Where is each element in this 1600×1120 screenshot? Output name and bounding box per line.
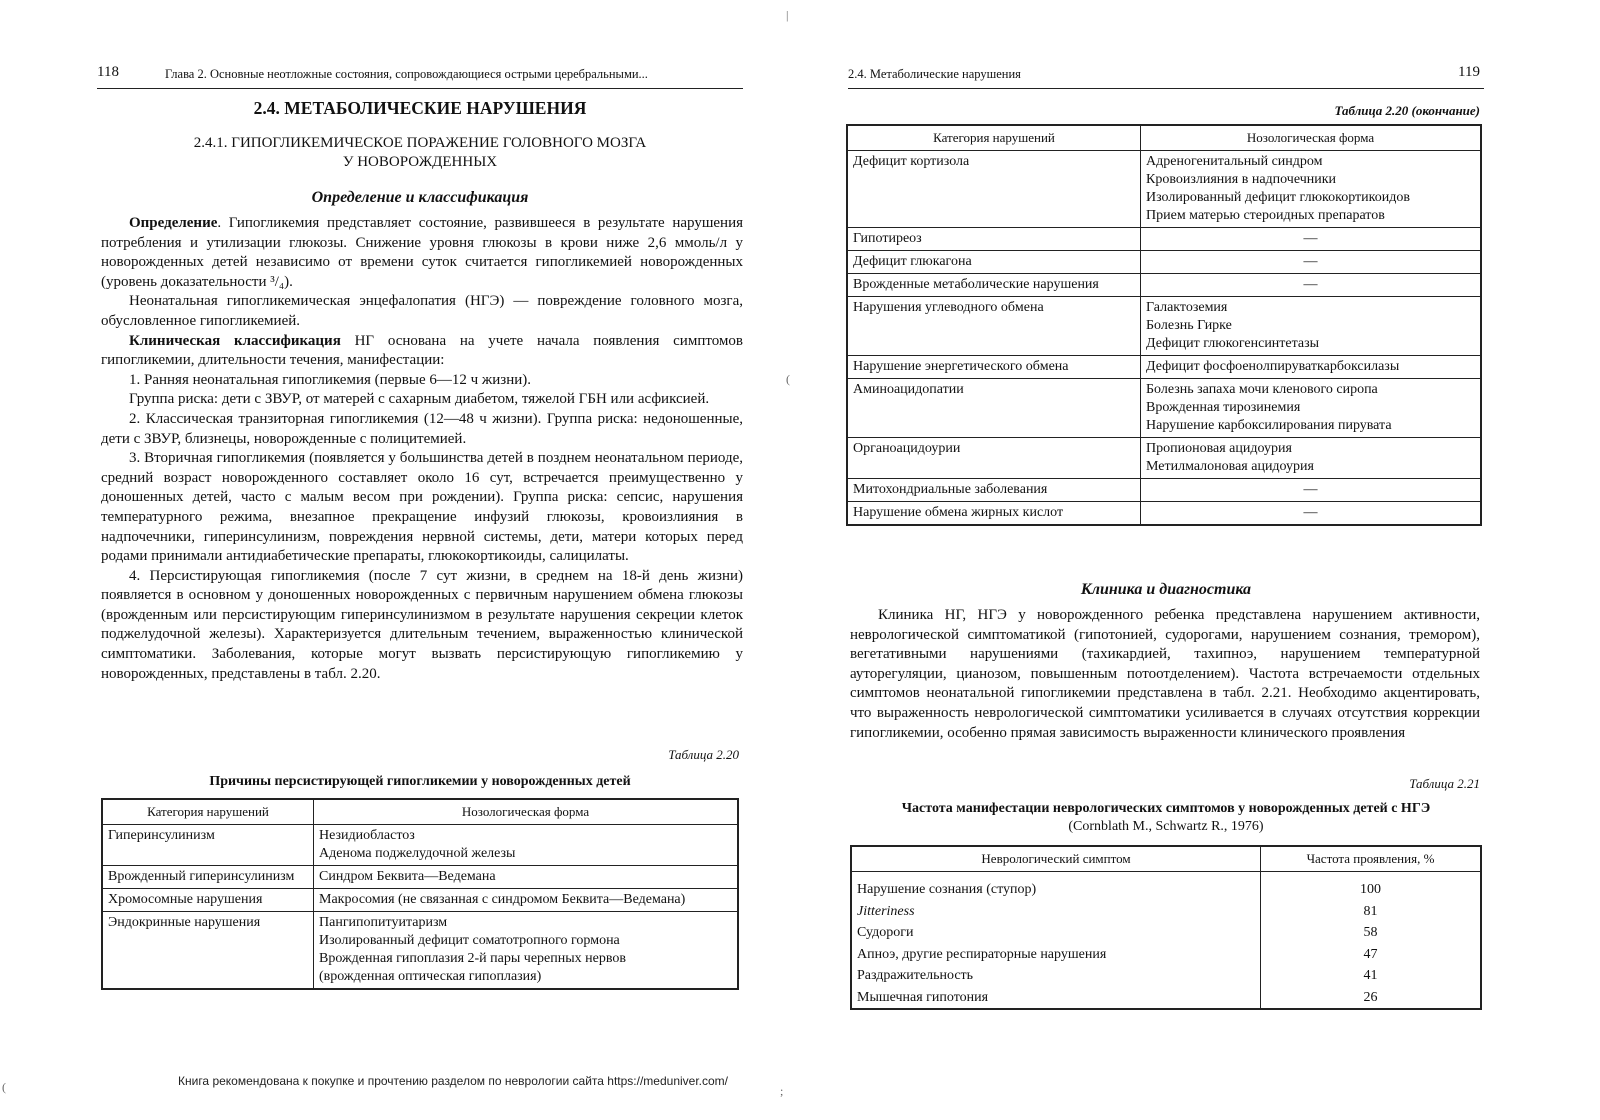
form-line: — bbox=[1303, 231, 1318, 246]
frequency-cell: 47 bbox=[1261, 944, 1482, 966]
table-cell-category: Дефицит глюкагона bbox=[847, 251, 1141, 274]
form-line: Пангипопитуитаризм bbox=[319, 915, 448, 930]
table-2-20 bbox=[101, 798, 739, 990]
table-cell-form bbox=[1141, 251, 1482, 274]
table-row bbox=[102, 912, 738, 990]
form-line: Синдром Беквита—Ведемана bbox=[319, 869, 496, 884]
table-row bbox=[847, 479, 1481, 502]
footer-note: Книга рекомендована к покупке и прочтению разделом по неврологии сайта https://meduniver.com/ bbox=[178, 1074, 729, 1088]
form-line: Врожденная тирозинемия bbox=[1146, 400, 1301, 415]
scan-mark-left: ( bbox=[2, 1080, 6, 1094]
table-row bbox=[847, 356, 1481, 379]
form-line: Изолированный дефицит глюкокортикоидов bbox=[1146, 190, 1410, 205]
paragraph-definition bbox=[101, 214, 743, 292]
symptom-cell: Jitteriness bbox=[851, 901, 1261, 923]
table-cell-category: Врожденный гиперинсулинизм bbox=[102, 866, 314, 889]
paragraph-early: 1. Ранняя неонатальная гипогликемия (первые 6—12 ч жизни). bbox=[129, 371, 532, 388]
section-title: 2.4. МЕТАБОЛИЧЕСКИЕ НАРУШЕНИЯ bbox=[253, 98, 587, 118]
table-row bbox=[102, 866, 738, 889]
form-line: Адреногенитальный синдром bbox=[1146, 154, 1323, 169]
definition-term: Определение bbox=[129, 215, 218, 231]
table-source-2-21: (Cornblath M., Schwartz R., 1976) bbox=[1068, 819, 1264, 834]
frequency-cell: 58 bbox=[1261, 922, 1482, 944]
table-cell-category: Нарушение энергетического обмена bbox=[847, 356, 1141, 379]
scan-mark-mid: ( bbox=[786, 372, 790, 386]
form-line: (врожденная оптическая гипоплазия) bbox=[319, 969, 542, 984]
table-cell-category: Нарушения углеводного обмена bbox=[847, 297, 1141, 356]
form-line: Нарушение карбоксилирования пирувата bbox=[1146, 418, 1392, 433]
form-line: Пропионовая ацидоурия bbox=[1146, 441, 1292, 456]
table-row bbox=[847, 274, 1481, 297]
frequency-cell: 81 bbox=[1261, 901, 1482, 923]
form-line: — bbox=[1303, 505, 1318, 520]
frequency-cell: 100 bbox=[1261, 872, 1482, 901]
table-row bbox=[847, 297, 1481, 356]
symptom-cell: Нарушение сознания (ступор) bbox=[851, 872, 1261, 901]
paragraph-transient: 2. Классическая транзиторная гипогликемия (12—48 ч жизни). Группа риска: недоношенные, дети с ЗВУР, близнецы, новорожденные с полицитемией. bbox=[101, 410, 743, 447]
running-title-right: 2.4. Метаболические нарушения bbox=[848, 67, 1021, 81]
table-cell-form bbox=[1141, 438, 1482, 479]
table-row bbox=[847, 502, 1481, 526]
table-cell-form bbox=[1141, 379, 1482, 438]
symptom-cell: Мышечная гипотония bbox=[851, 987, 1261, 1010]
form-line: — bbox=[1303, 254, 1318, 269]
frequency-cell: 26 bbox=[1261, 987, 1482, 1010]
table-row bbox=[102, 825, 738, 866]
table-caption-2-21: Таблица 2.21 bbox=[1409, 776, 1480, 791]
table-title-2-20: Причины персистирующей гипогликемии у новорожденных детей bbox=[209, 774, 631, 789]
table-cell-category: Гипотиреоз bbox=[847, 228, 1141, 251]
table-header-category: Категория нарушений bbox=[102, 799, 314, 825]
paragraph-nge: Неонатальная гипогликемическая энцефалопатия (НГЭ) — повреждение головного мозга, обусловленное гипогликемией. bbox=[101, 293, 743, 329]
table-header-category-right: Категория нарушений bbox=[847, 125, 1141, 151]
table-row bbox=[847, 251, 1481, 274]
table-title-2-21-text: Частота манифестации неврологических симптомов у новорожденных детей с НГЭ bbox=[901, 801, 1431, 816]
table-cell-form bbox=[1141, 502, 1482, 526]
table-cell-form bbox=[314, 825, 739, 866]
symptom-cell: Апноэ, другие респираторные нарушения bbox=[851, 944, 1261, 966]
symptom-cell: Судороги bbox=[851, 922, 1261, 944]
table-cell-form bbox=[1141, 151, 1482, 228]
table-row bbox=[847, 151, 1481, 228]
table-cell-category: Аминоацидопатии bbox=[847, 379, 1141, 438]
table-cell-form bbox=[1141, 274, 1482, 297]
form-line: Макросомия (не связанная с синдромом Беквита—Ведемана) bbox=[319, 892, 686, 907]
table-cell-form bbox=[1141, 479, 1482, 502]
page-number-left: 118 bbox=[97, 64, 119, 80]
table-caption-2-20: Таблица 2.20 bbox=[668, 747, 739, 762]
page-number-right: 119 bbox=[1458, 64, 1480, 80]
table-row bbox=[851, 872, 1481, 901]
table-cell-category: Дефицит кортизола bbox=[847, 151, 1141, 228]
symptom-cell: Раздражительность bbox=[851, 965, 1261, 987]
table-row bbox=[851, 901, 1481, 923]
form-line: Дефицит глюкогенсинтетазы bbox=[1146, 336, 1320, 351]
table-cell-form bbox=[1141, 356, 1482, 379]
table-2-21 bbox=[850, 845, 1482, 1010]
form-line: Аденома поджелудочной железы bbox=[319, 846, 516, 861]
paragraph-classification bbox=[101, 332, 743, 371]
table-row bbox=[847, 438, 1481, 479]
form-line: Врожденная гипоплазия 2-й пары черепных нервов bbox=[319, 951, 626, 966]
classification-text: НГ основана на учете начала появления симптомов гипогликемии, длительности течения, манифестации: bbox=[101, 332, 743, 369]
table-cell-category: Эндокринные нарушения bbox=[102, 912, 314, 990]
scan-mark-bottom: ; bbox=[780, 1084, 784, 1098]
table-row bbox=[851, 965, 1481, 987]
left-page bbox=[97, 0, 743, 1120]
table-cell-category: Митохондриальные заболевания bbox=[847, 479, 1141, 502]
clinic-heading: Клиника и диагностика bbox=[1080, 581, 1252, 598]
form-line: Незидиобластоз bbox=[319, 828, 415, 843]
table-cell-form bbox=[314, 912, 739, 990]
table2-header-symptom: Неврологический симптом bbox=[851, 846, 1261, 872]
form-line: — bbox=[1303, 482, 1318, 497]
table-cell-form bbox=[1141, 297, 1482, 356]
table2-header-frequency: Частота проявления, % bbox=[1261, 846, 1482, 872]
table-cell-category: Органоацидоурии bbox=[847, 438, 1141, 479]
form-line: — bbox=[1303, 277, 1318, 292]
subsection-title-line1: 2.4.1. ГИПОГЛИКЕМИЧЕСКОЕ ПОРАЖЕНИЕ ГОЛОВНОГО МОЗГА bbox=[193, 135, 647, 151]
form-line: Изолированный дефицит соматотропного гормона bbox=[319, 933, 620, 948]
subsection-title bbox=[97, 134, 743, 172]
table-row bbox=[847, 228, 1481, 251]
subsection-title-line2: У НОВОРОЖДЕННЫХ bbox=[342, 154, 498, 170]
scan-mark-top: | bbox=[786, 8, 789, 22]
running-title-left: Глава 2. Основные неотложные состояния, сопровождающиеся острыми церебральными... bbox=[165, 67, 648, 81]
table-cell-category: Врожденные метаболические нарушения bbox=[847, 274, 1141, 297]
definition-text: . Гипогликемия представляет состояние, развившееся в результате нарушения потребления и утилизации глюкозы. Снижение уровня глюкозы в крови ниже 2,6 ммоль/л у новорожденных детей независимо от времени суток считается гипогликемией новорожденных (уровень доказательности ³/₄). bbox=[101, 215, 743, 290]
form-line: Кровоизлияния в надпочечники bbox=[1146, 172, 1337, 187]
form-line: Метилмалоновая ацидоурия bbox=[1146, 459, 1314, 474]
left-body-text bbox=[101, 214, 743, 684]
table-cell-category: Гиперинсулинизм bbox=[102, 825, 314, 866]
paragraph-secondary: 3. Вторичная гипогликемия (появляется у большинства детей в позднем неонатальном периоде, средний возраст новорожденного составляет около 16 сут, встречается преимущественно у доношенных детей, часто с малым весом при рождении). Группа риска: сепсис, нарушения температурного режима, внезапное прекращение инфузий глюкозы, кровоизлияния в надпочечники, гиперинсулинизм, повреждения нервной системы, дети, матери которых перед родами принимали антидиабетические препараты, глюкокортикоиды, салицилаты. bbox=[101, 450, 743, 565]
table-row bbox=[847, 379, 1481, 438]
right-body-text bbox=[850, 606, 1480, 743]
form-line: Прием матерью стероидных препаратов bbox=[1146, 208, 1385, 223]
table-header-form-right: Нозологическая форма bbox=[1141, 125, 1482, 151]
form-line: Болезнь запаха мочи кленового сиропа bbox=[1146, 382, 1378, 397]
table-caption-2-20-end: Таблица 2.20 (окончание) bbox=[1334, 103, 1480, 118]
right-page bbox=[848, 0, 1484, 1120]
running-head-right bbox=[848, 62, 1484, 89]
table-cell-form bbox=[314, 889, 739, 912]
table-header-form: Нозологическая форма bbox=[314, 799, 739, 825]
table-row bbox=[851, 944, 1481, 966]
table-cell-form bbox=[314, 866, 739, 889]
paragraph-persistent: 4. Персистирующая гипогликемия (после 7 сут жизни, в среднем на 18-й день жизни) появляется в основном у доношенных новорожденных с первичным нарушением обмена глюкозы (врожденным или персистирующим гиперинсулинизмом в результате нарушения секреции клеток поджелудочной железы). Характеризуется длительным течением, выраженностью клинической симптоматики. Заболевания, которые могут вызвать персистирующую гипогликемию у новорожденных, представлены в табл. 2.20. bbox=[101, 567, 743, 682]
running-head-left bbox=[97, 62, 743, 89]
table-row bbox=[851, 987, 1481, 1010]
definition-heading: Определение и классификация bbox=[311, 189, 529, 206]
table-cell-category: Хромосомные нарушения bbox=[102, 889, 314, 912]
form-line: Болезнь Гирке bbox=[1146, 318, 1232, 333]
paragraph-early-risk: Группа риска: дети с ЗВУР, от матерей с сахарным диабетом, тяжелой ГБН или асфиксией. bbox=[129, 391, 710, 408]
frequency-cell: 41 bbox=[1261, 965, 1482, 987]
form-line: Дефицит фосфоенолпируваткарбоксилазы bbox=[1146, 359, 1400, 374]
table-cell-category: Нарушение обмена жирных кислот bbox=[847, 502, 1141, 526]
table-cell-form bbox=[1141, 228, 1482, 251]
table-row bbox=[102, 889, 738, 912]
table-row bbox=[851, 922, 1481, 944]
paragraph-clinic: Клиника НГ, НГЭ у новорожденного ребенка представлена нарушением активности, неврологической симптоматикой (гипотонией, судорогами, нарушением сознания, тремором), вегетативными нарушениями (тахикардией, тахипноэ, нарушением температурной ауторегуляции, цианозом, повышенным потоотделением). Частота встречаемости отдельных симптомов неонатальной гипогликемии представлена в табл. 2.21. Необходимо акцентировать, что выраженность неврологической симптоматики усиливается в случаях отсутствия коррекции гипогликемии, особенно прямая зависимость выраженности клинического проявления bbox=[850, 607, 1480, 741]
table-title-2-21 bbox=[848, 800, 1484, 836]
table-2-20-continued bbox=[846, 124, 1482, 526]
form-line: Галактоземия bbox=[1146, 300, 1228, 315]
classification-term: Клиническая классификация bbox=[129, 332, 341, 349]
